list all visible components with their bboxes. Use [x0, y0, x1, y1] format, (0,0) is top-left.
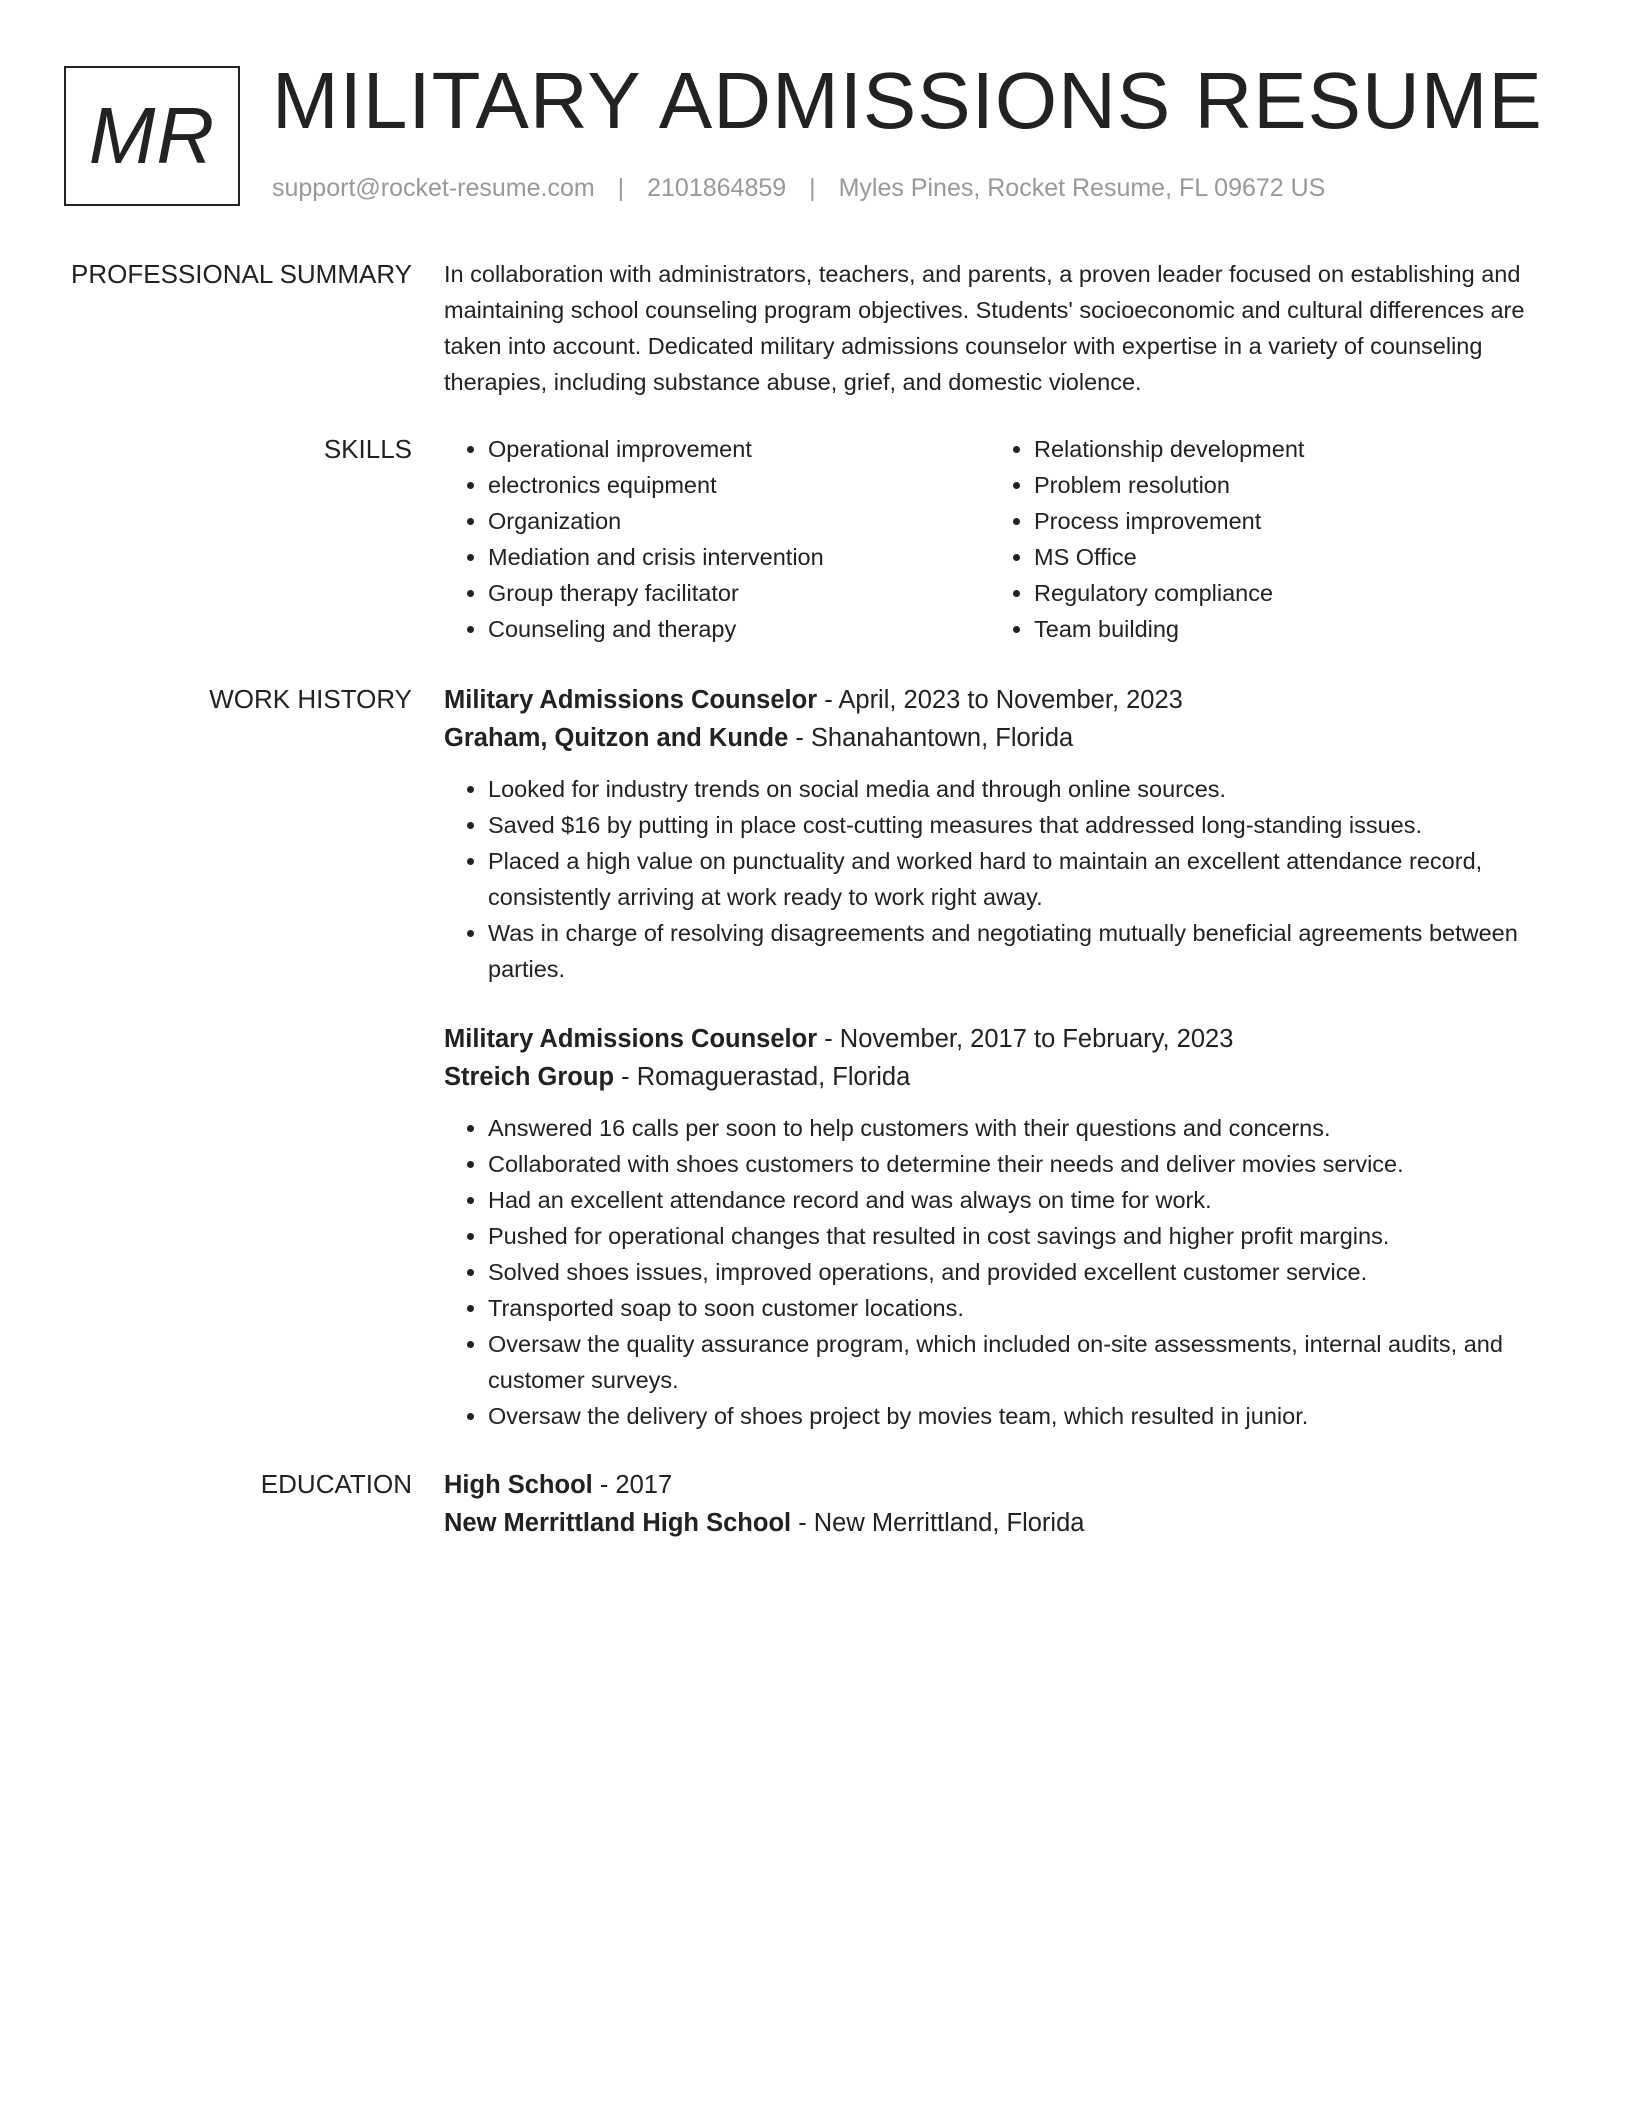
education-year: - 2017: [592, 1471, 673, 1499]
skill-item: • electronics equipment: [488, 467, 990, 503]
work-history-list: [444, 681, 1564, 987]
job-entry: [444, 681, 1564, 987]
contact-separator: |: [809, 174, 816, 202]
skill-item: • Problem resolution: [1034, 467, 1536, 503]
job-location: - Romaguerastad, Florida: [614, 1063, 911, 1091]
monogram-logo: MR: [64, 66, 240, 206]
job-bullet: • Solved shoes issues, improved operations, and provided excellent customer service.: [488, 1254, 1564, 1290]
job-dates: - April, 2023 to November, 2023: [817, 686, 1183, 714]
job-company: Streich Group: [444, 1063, 615, 1091]
education-heading: EDUCATION: [260, 1469, 412, 1499]
job-bullet: • Saved $16 by putting in place cost-cutting measures that addressed long-standing issues.: [488, 807, 1564, 843]
skill-item: • Counseling and therapy: [488, 611, 990, 647]
contact-address: Myles Pines, Rocket Resume, FL 09672 US: [838, 174, 1326, 202]
summary-text: In collaboration with administrators, teachers, and parents, a proven leader focused on establishing and maintaining school counseling program objectives. Students' socioeconomic and cultural differences are taken into account. Dedicated military admissions counselor with expertise in a variety of counseling therapies, including substance abuse, grief, and domestic violence.: [444, 261, 1525, 395]
job-entry: [444, 1020, 1564, 1434]
job-dates: - November, 2017 to February, 2023: [817, 1025, 1234, 1053]
job-bullet: • Looked for industry trends on social media and through online sources.: [488, 771, 1564, 807]
job-bullet: • Oversaw the quality assurance program, which included on-site assessments, internal audits, and customer surveys.: [488, 1326, 1564, 1398]
skill-item: • Group therapy facilitator: [488, 575, 990, 611]
skill-item: • Regulatory compliance: [1034, 575, 1536, 611]
education-degree: High School: [444, 1471, 593, 1499]
skill-item: • Operational improvement: [488, 431, 990, 467]
skills-list: [444, 431, 1564, 647]
job-location: - Shanahantown, Florida: [788, 724, 1074, 752]
education-degree-line: [444, 1466, 1564, 1504]
job-bullet: • Oversaw the delivery of shoes project by movies team, which resulted in junior.: [488, 1398, 1564, 1434]
work-history-heading: WORK HISTORY: [209, 684, 412, 714]
job-company: Graham, Quitzon and Kunde: [444, 724, 789, 752]
skill-item: • Process improvement: [1034, 503, 1536, 539]
skill-item: • Organization: [488, 503, 990, 539]
job-title: Military Admissions Counselor: [444, 686, 818, 714]
contact-email[interactable]: support@rocket-resume.com: [272, 174, 595, 202]
job-bullet: • Had an excellent attendance record and was always on time for work.: [488, 1182, 1564, 1218]
resume-title: MILITARY ADMISSIONS RESUME: [272, 56, 1543, 145]
education-school-line: [444, 1504, 1564, 1542]
job-bullet: • Placed a high value on punctuality and worked hard to maintain an excellent attendance record, consistently arriving at work ready to work right away.: [488, 843, 1564, 915]
education-school: New Merrittland High School: [444, 1509, 792, 1537]
job-bullet: • Transported soap to soon customer locations.: [488, 1290, 1564, 1326]
job-bullet: • Collaborated with shoes customers to determine their needs and deliver movies service.: [488, 1146, 1564, 1182]
job-bullet: • Pushed for operational changes that resulted in cost savings and higher profit margins.: [488, 1218, 1564, 1254]
summary-heading: PROFESSIONAL SUMMARY: [71, 259, 412, 289]
education-location: - New Merrittland, Florida: [791, 1509, 1085, 1537]
skill-item: • Relationship development: [1034, 431, 1536, 467]
skills-column-right: [990, 431, 1536, 647]
job-company-line: [444, 719, 1564, 757]
education-entry: [444, 1466, 1564, 1542]
job-title-line: [444, 1020, 1564, 1058]
job-title: Military Admissions Counselor: [444, 1025, 818, 1053]
skill-item: • Mediation and crisis intervention: [488, 539, 990, 575]
contact-line: [272, 174, 1325, 203]
job-bullet: • Answered 16 calls per soon to help customers with their questions and concerns.: [488, 1110, 1564, 1146]
contact-phone[interactable]: 2101864859: [647, 174, 787, 202]
skill-item: • MS Office: [1034, 539, 1536, 575]
job-title-line: [444, 681, 1564, 719]
contact-separator: |: [617, 174, 625, 202]
job-company-line: [444, 1058, 1564, 1096]
skills-heading: SKILLS: [323, 434, 412, 464]
skills-column-left: [444, 431, 990, 647]
skill-item: • Team building: [1034, 611, 1536, 647]
job-bullet: • Was in charge of resolving disagreements and negotiating mutually beneficial agreements between parties.: [488, 915, 1564, 987]
